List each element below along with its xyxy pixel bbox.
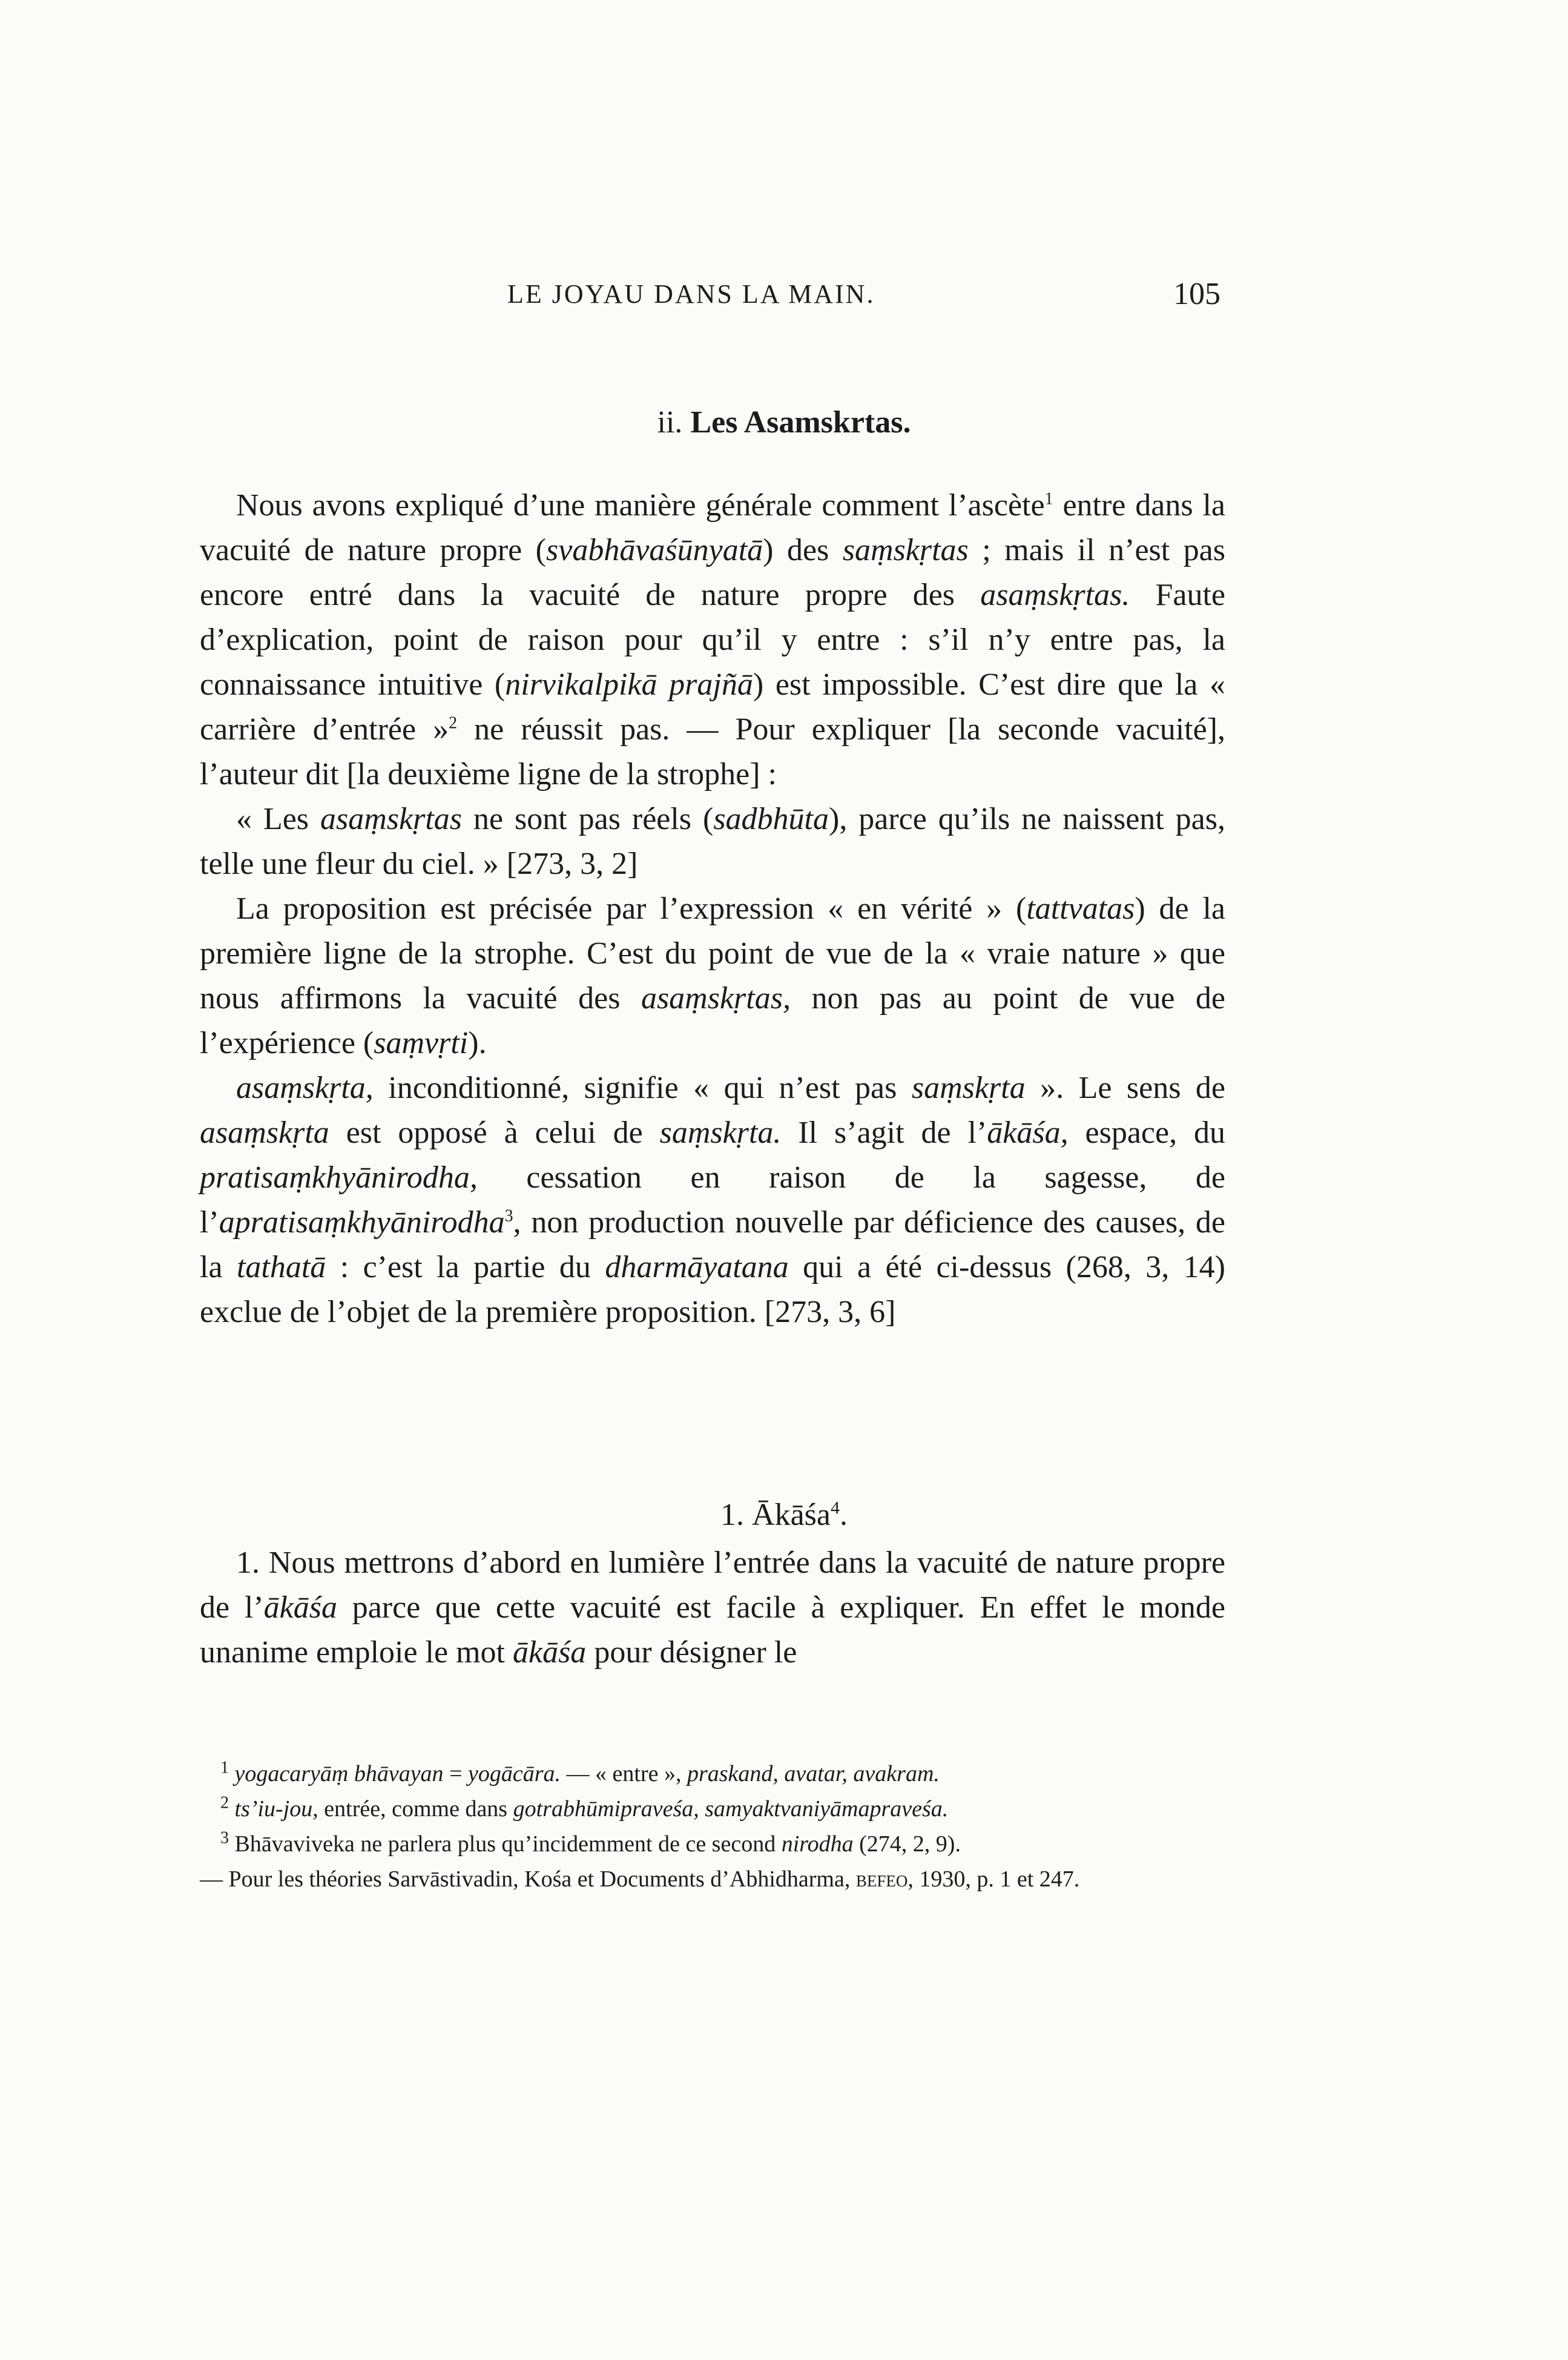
text: espace, du	[1068, 1116, 1225, 1150]
text: (274, 2, 9).	[853, 1831, 961, 1857]
term: saṃskṛta.	[659, 1116, 782, 1150]
term: ākāśa	[512, 1635, 587, 1670]
footnote-2	[200, 1791, 1225, 1826]
term: apratisaṃkhyānirodha	[219, 1205, 505, 1240]
section-number: ii.	[657, 405, 683, 440]
paragraph-2	[200, 887, 1225, 1066]
term: saṃskṛtas	[842, 533, 969, 567]
text: Faute d’explication, point de raison pour qu’il y entre : s’il n’y entre pas, la connaissance intuitive (	[200, 578, 1226, 702]
text: Il s’agit de l’	[781, 1116, 987, 1150]
section-title: Les Asamskrtas.	[690, 405, 911, 440]
footnote-ref: 2	[449, 713, 458, 733]
subsection-heading	[0, 1497, 1568, 1533]
term: ts’iu-jou,	[234, 1796, 318, 1822]
journal-abbrev: befeo	[855, 1866, 908, 1892]
footnote-1	[200, 1756, 1225, 1791]
text: =	[443, 1761, 468, 1787]
text: parce que cette vacuité est facile à expliquer. En effet le monde unanime emploie le mot	[200, 1590, 1226, 1670]
text: inconditionné, signifie « qui n’est pas	[373, 1071, 912, 1105]
text: qui a été ci-dessus (268, 3, 14) exclue de l’objet de la première proposition. [273, 3, 6]	[200, 1250, 1225, 1329]
main-text-continued	[200, 1541, 1225, 1675]
term: ākāśa,	[987, 1116, 1069, 1150]
text: ; mais il n’est pas encore entré dans la vacuité de nature propre des	[200, 533, 1226, 612]
footnote-3-continued	[200, 1862, 1225, 1897]
main-text	[200, 483, 1225, 1335]
text: pour désigner le	[586, 1635, 797, 1670]
footnote-number: 3	[220, 1828, 229, 1848]
text: entrée, comme dans	[318, 1796, 513, 1822]
footnote-3	[200, 1826, 1225, 1862]
paragraph-3	[200, 1066, 1225, 1335]
text: cessation en raison de la sagesse, de l’	[200, 1160, 1225, 1240]
term: saṃvṛti	[374, 1026, 469, 1060]
text: , non production nouvelle par déficience des causes, de la	[200, 1205, 1225, 1284]
text: ». Le sens de	[1025, 1071, 1225, 1105]
term: svabhāvaśūnyatā	[546, 533, 763, 567]
term: asaṃskṛta,	[236, 1071, 374, 1105]
text: « Les	[236, 802, 320, 836]
text: non pas au point de vue de l’expérience (	[200, 981, 1225, 1060]
footnote-ref: 3	[504, 1206, 513, 1226]
term: asaṃskṛta	[200, 1116, 329, 1150]
text: , 1930, p. 1 et 247.	[908, 1866, 1080, 1892]
text: 1. Nous mettrons d’abord en lumière l’entrée dans la vacuité de nature propre de l’	[200, 1545, 1225, 1625]
paragraph-1	[200, 483, 1225, 797]
term: pratisaṃkhyānirodha,	[200, 1160, 478, 1195]
text: entre dans la vacuité de nature propre (	[200, 488, 1225, 567]
text: ) est impossible. C’est dire que la « carrière d’entrée »	[200, 667, 1226, 747]
text: Nous avons expliqué d’une manière générale comment l’ascète	[236, 488, 1045, 523]
term: tattvatas	[1026, 891, 1135, 926]
term: gotrabhūmipraveśa, samyaktvaniyāmapraveśa.	[513, 1796, 949, 1822]
term: asaṃskṛtas.	[980, 578, 1130, 612]
footnote-ref: 4	[830, 1498, 840, 1518]
text: ) de la première ligne de la strophe. C’est du point de vue de la « vraie nature » que nous affirmons la vacuité des	[200, 891, 1225, 1016]
section-heading	[0, 405, 1568, 440]
term: dharmāyatana	[605, 1250, 789, 1284]
term: yogacaryāṃ bhāvayan	[234, 1761, 444, 1787]
text: ne sont pas réels (	[462, 802, 714, 836]
term: ākāśa	[263, 1590, 337, 1625]
term: nirodha	[781, 1831, 854, 1857]
paragraph-4	[200, 1541, 1225, 1675]
term: praskand, avatar, avakram.	[687, 1761, 940, 1787]
text: Bhāvaviveka ne parlera plus qu’incidemment de ce second	[229, 1831, 782, 1857]
term: tathatā	[236, 1250, 326, 1284]
term: asaṃskṛtas	[320, 802, 463, 836]
text: ne réussit pas. — Pour expliquer [la seconde vacuité], l’auteur dit [la deuxième ligne de la strophe] :	[200, 712, 1225, 792]
footnotes	[200, 1756, 1225, 1897]
quotation	[200, 797, 1225, 887]
text: — « entre »,	[561, 1761, 687, 1787]
footnote-ref: 1	[1044, 489, 1053, 509]
running-title: LE JOYAU DANS LA MAIN.	[507, 279, 875, 309]
text: est opposé à celui de	[329, 1116, 660, 1150]
term: yogācāra.	[468, 1761, 561, 1787]
footnote-number: 1	[220, 1758, 229, 1777]
text: La proposition est précisée par l’expression « en vérité » (	[236, 891, 1027, 926]
subsection-title: 1. Ākāśa	[720, 1498, 831, 1532]
text: : c’est la partie du	[326, 1250, 605, 1284]
text: ) des	[763, 533, 843, 567]
term: saṃskṛta	[911, 1071, 1026, 1105]
term: nirvikalpikā prajñā	[505, 667, 753, 702]
page-header	[0, 274, 1568, 322]
subsection-end: .	[839, 1498, 848, 1532]
term: asaṃskṛtas,	[641, 981, 791, 1016]
text: ).	[468, 1026, 487, 1060]
text: ), parce qu’ils ne naissent pas, telle une fleur du ciel. » [273, 3, 2]	[200, 802, 1225, 881]
text: — Pour les théories Sarvāstivadin, Kośa et Documents d’Abhidharma,	[200, 1866, 856, 1892]
page-number: 105	[1173, 277, 1220, 311]
footnote-number: 2	[220, 1793, 229, 1813]
term: sadbhūta	[713, 802, 829, 836]
